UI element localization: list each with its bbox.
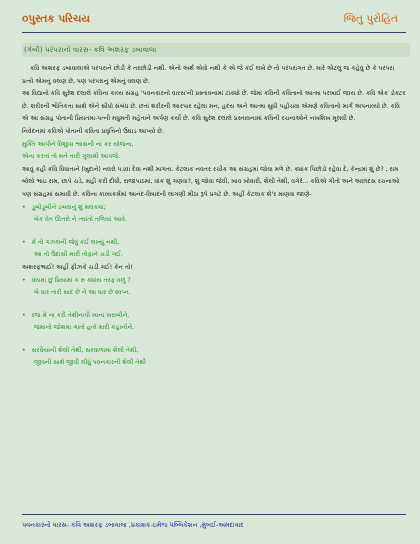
article-body (22, 63, 406, 370)
verse-line: બે ધાર તારી સાદ છે ને આ ધાર છે સ્વપ્ન. (34, 289, 131, 297)
verse-line: • મેં તો ગઝલની જેવું કંઈ લખ્યું નથી, (22, 237, 406, 250)
author-name: જિતુ પુરોહિત (343, 12, 398, 25)
verse-line: • વયમાં છું પ્રિયામાં ક રુ ક્યાંય તરફ વળું ? (22, 275, 406, 288)
verse-line: • સરવૈયાની શૈલી તેથી, સરવાળામાં શૈલી તેથી, (22, 345, 406, 358)
verse-group (22, 262, 406, 275)
verse-group (22, 202, 406, 227)
page-footer (22, 514, 406, 530)
verse-group (22, 310, 406, 335)
verse-line: • રજ મેં ના કરી તેથીનાપી ખાના ખરાબીને, (22, 310, 406, 323)
page-header (22, 8, 408, 30)
quote-line-1: મુક્તિ આપીને વિશુધ્ધ શ્વાસની ના કર યોજના, (22, 140, 134, 148)
verse-line: • ડૂબીડૂબીને ડબવાનું શું મલકમાં; (22, 202, 406, 215)
verse-line: જીવની સાથે જીવી લીધું પવનકારની શૈલી તેથી (34, 359, 146, 367)
paragraph-2: આ વિદ્યાનો કવિ સુરેશ દલાલે કવિના કાવ્ય સંગ્રહ 'પવનકારનો વારસ'ની પ્રસ્તાવનામાં ટાંક્યો છે. જેમાં કવિની કવિતાનો આત્મા પરખાઈ જાય છે. કવિ એક ડોક્ટર છે. શરીરની ભૌતિકતા સાથે એને સીધો સંબંધ છે. છતાં શરીરની આરપાર રહેલા મન, હૃદય અને આત્મા સુધી પહોંચવા એમણે કવિતાનો માર્ગ અપનાવ્યો છે. કવિ એ આ સંગ્રહ પોતાની પ્રિયતમા-પત્ની મધુમતી મહેતાને અર્પણ કર્યો છે. કવિ સુરેશ દલાલે પ્રસ્તાવનામાં કવિની રચનાઓને નખશિખ મૂલવી છે. (22, 90, 406, 123)
paragraph-4: આવું કહી કવિ વિધાતાને (ખુદાને) નવરો પડવા દેવા નથી માગતા. કેટલાક નવતર રચીક આ સંગ્રહમાં જોવા મળે છે. ક્યાંક પિછોડો રહેવા દે, કેન્દ્રમાં શું છે? , રામ બોલો ભાઇ રામ, છાપે ચડે, મહી કરી દીધી, રાજાપાઠમાં, વાંક શું ગણવા?, શું જોવા જેવી, ખાવ ખોવારી, શૈલી તેથી, વગેરે... કવિએ ગીતો અને અછાંદસ રચનાઓ પણ સંગ્રહમાં સમાવી છે. કવિના કાવ્યકર્મમાં આનંદ-વિષાદની લાગણી મીઠા રૂપે પ્રગટે છે. અહીં કેટલાક શે'ર માણવા જાણે- (22, 165, 400, 198)
verse-list (22, 202, 406, 371)
article-subtitle: (ગૅબી) પરંપરાનો વારસ- કવિ અશરફ ડબાવાલા (22, 43, 410, 57)
quote-line-2: એના કરતાં તો મને તારી ગુલામી આપજે. (22, 153, 120, 161)
header-divider (22, 32, 406, 33)
verse-group (22, 275, 406, 300)
verse-line: આ તો ઉદાસી મારી તોફાને ચડી ગઈ. (34, 251, 123, 259)
verse-group (22, 237, 406, 262)
verse-line: બેક વેત ઊતરો ને ત્યાંતો તળિયાં આવે. (34, 216, 127, 224)
verse-line: અશરફભાઈ! અહીં ફીઝકે ચડી ગઈ! કેન તો! (22, 263, 133, 271)
publication-info: પવનકારનો વારસ- કવિ અશરફ ડબાવાલા ,પ્રકાશક-ઇમેજ પબ્લિકેશન ,મુંબઈ-અમદાવાદ (22, 521, 244, 529)
section-title: ૦પુસ્તક પરિચય (22, 12, 90, 25)
footer-divider (22, 514, 406, 515)
verse-line: જમાનો જોશમાં ગાતો હતો મારી કહાનીને. (34, 324, 135, 332)
paragraph-1: કવિ અશરફ ડબાવાલાએ પરંપરાને છોડી કે તરછોડી નથી. એનો અર્થ એવો નથી કે એ જે કંઈ લખે છે તો પરંપરાગત છે. મારે એટલું જ કહેવું છે કે પરંપરા પ્રત્યે એમનું વલણ છે, પણ પરંપરાનું એમનું વલણ છે. (22, 65, 395, 85)
verse-group (22, 345, 406, 370)
paragraph-3: નિવેદનમાં કવિએ પોતાની કવિતા પ્રવૃત્તિનો ઉઘાડ આપ્યો છે. (22, 127, 164, 135)
